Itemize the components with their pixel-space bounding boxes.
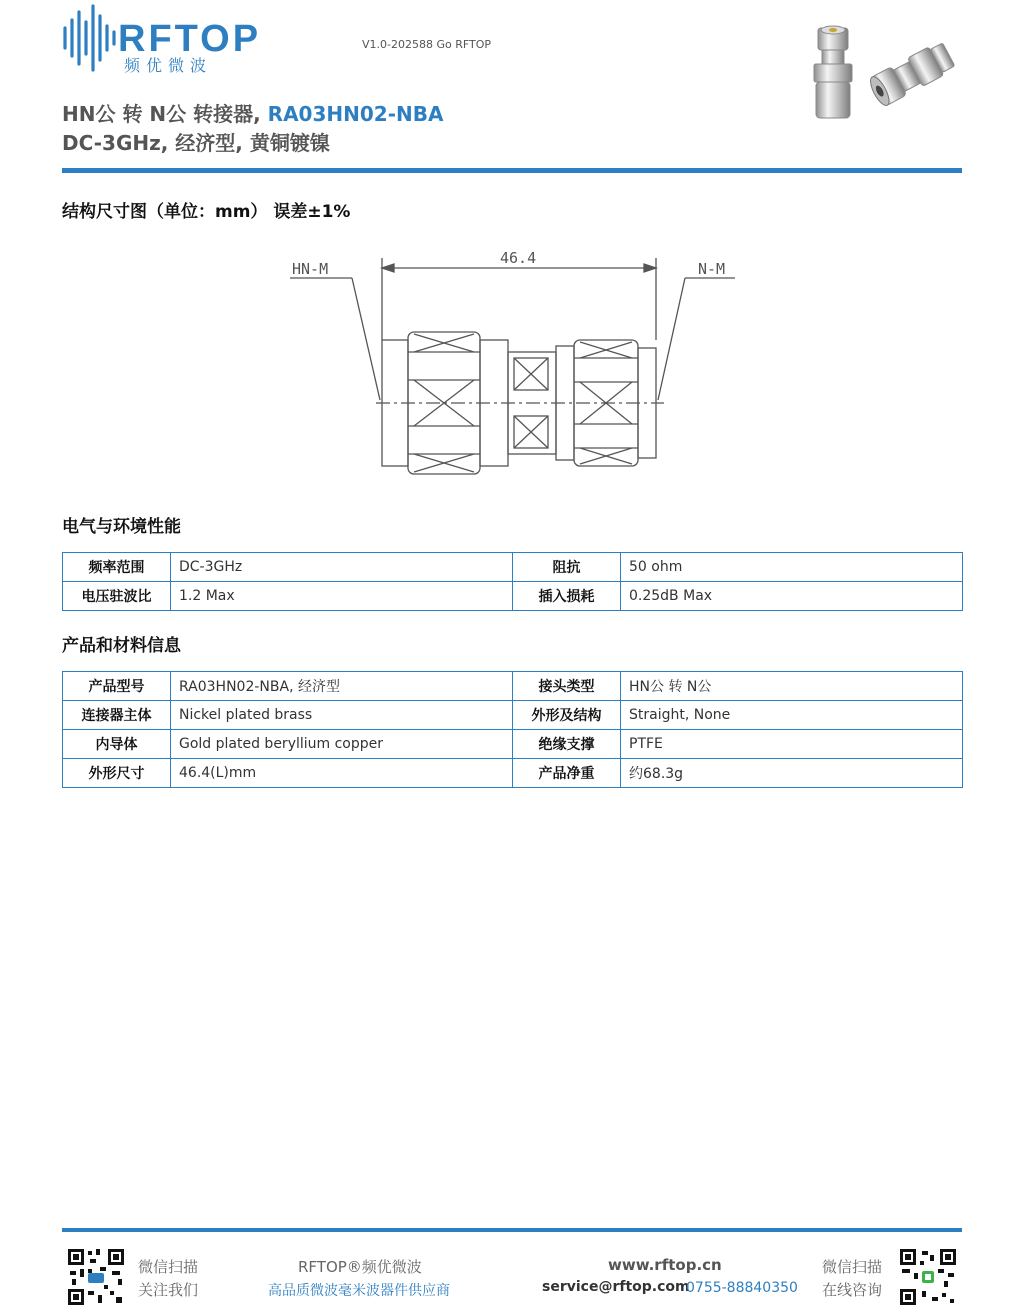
email-link[interactable]: service@rftop.com <box>542 1279 690 1295</box>
consult-text: 在线咨询 <box>822 1281 883 1299</box>
dimension-drawing <box>280 240 750 480</box>
phone-number: 0755-88840350 <box>686 1280 798 1296</box>
dimension-length: 46.4 <box>500 249 537 267</box>
section-title-electrical: 电气与环境性能 <box>62 517 181 537</box>
version-text: V1.0-202588 Go RFTOP <box>362 38 492 51</box>
value-inner-conductor: Gold plated beryllium copper <box>171 730 513 759</box>
label-insertion-loss: 插入损耗 <box>513 582 621 611</box>
label-body: 连接器主体 <box>63 701 171 730</box>
value-vswr: 1.2 Max <box>171 582 513 611</box>
label-frequency-range: 频率范围 <box>63 553 171 582</box>
value-body: Nickel plated brass <box>171 701 513 730</box>
label-dimensions: 外形尺寸 <box>63 759 171 788</box>
label-insulator: 绝缘支撑 <box>513 730 621 759</box>
page-title <box>62 98 443 127</box>
table-row <box>63 553 963 582</box>
value-frequency-range: DC-3GHz <box>171 553 513 582</box>
section-title-product: 产品和材料信息 <box>62 636 181 656</box>
table-row <box>63 701 963 730</box>
value-dimensions: 46.4(L)mm <box>171 759 513 788</box>
label-model: 产品型号 <box>63 672 171 701</box>
product-table <box>62 671 963 788</box>
label-vswr: 电压驻波比 <box>63 582 171 611</box>
website-link[interactable]: www.rftop.cn <box>608 1256 722 1274</box>
qr-code-icon <box>66 1247 126 1307</box>
wechat-scan-text-2: 微信扫描 <box>822 1258 883 1276</box>
part-number: RA03HN02-NBA <box>267 102 444 126</box>
table-row <box>63 730 963 759</box>
value-impedance: 50 ohm <box>621 553 963 582</box>
wechat-scan-text: 微信扫描 <box>138 1258 199 1276</box>
follow-us-text: 关注我们 <box>138 1281 199 1299</box>
value-connector-type: HN公 转 N公 <box>621 672 963 701</box>
title-prefix: HN公 转 N公 转接器, <box>62 102 268 126</box>
table-row <box>63 759 963 788</box>
table-row <box>63 672 963 701</box>
footer-divider <box>62 1228 962 1232</box>
header-divider <box>62 168 962 173</box>
value-insulator: PTFE <box>621 730 963 759</box>
electrical-table <box>62 552 963 611</box>
value-weight: 约68.3g <box>621 759 963 788</box>
product-photo <box>800 22 970 132</box>
footer-slogan: 高品质微波毫米波器件供应商 <box>268 1283 450 1299</box>
brand-name-cn: 频优微波 <box>124 56 213 75</box>
value-shape: Straight, None <box>621 701 963 730</box>
label-inner-conductor: 内导体 <box>63 730 171 759</box>
qr-code-icon <box>898 1247 958 1307</box>
label-connector-type: 接头类型 <box>513 672 621 701</box>
left-label: HN-M <box>292 260 329 278</box>
value-insertion-loss: 0.25dB Max <box>621 582 963 611</box>
footer-brand: RFTOP®频优微波 <box>298 1258 422 1276</box>
value-model: RA03HN02-NBA, 经济型 <box>171 672 513 701</box>
rftop-logo-icon <box>62 2 118 74</box>
section-title-dimensions: 结构尺寸图（单位：mm） 误差±1% <box>62 202 351 222</box>
label-weight: 产品净重 <box>513 759 621 788</box>
label-impedance: 阻抗 <box>513 553 621 582</box>
right-label: N-M <box>698 260 726 278</box>
brand-name: RFTOP <box>118 18 262 60</box>
table-row <box>63 582 963 611</box>
page-subtitle: DC-3GHz, 经济型, 黄铜镀镍 <box>62 131 330 155</box>
label-shape: 外形及结构 <box>513 701 621 730</box>
